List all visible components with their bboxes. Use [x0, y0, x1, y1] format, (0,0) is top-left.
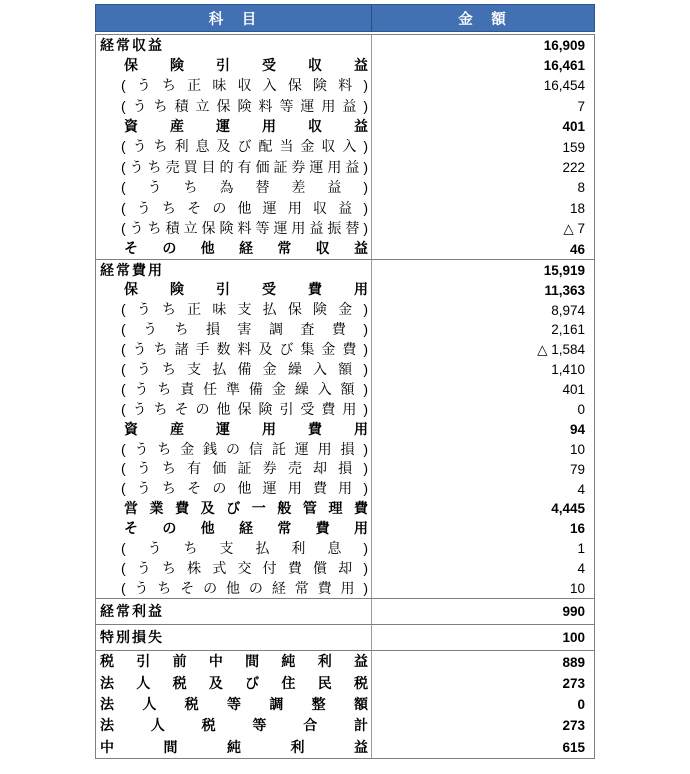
table-row	[96, 320, 594, 340]
amount-cell: 10	[569, 441, 585, 457]
item-cell	[96, 55, 372, 75]
column-header-item: 科 目	[96, 5, 372, 31]
table-row	[96, 599, 594, 624]
amount-cell: 4	[577, 481, 585, 497]
row-label: 経常費用	[100, 261, 164, 278]
amount-cell: 222	[562, 160, 585, 176]
table-row	[96, 439, 594, 459]
item-cell	[96, 260, 372, 280]
table-row	[96, 76, 594, 96]
table-row	[96, 219, 594, 239]
row-label: 資産運用費用	[124, 420, 368, 437]
table-row	[96, 300, 594, 320]
item-cell	[96, 96, 372, 116]
column-header-amount: 金 額	[458, 11, 508, 28]
item-cell	[96, 439, 372, 459]
row-label: (うち売買目的有価証券運用益)	[121, 158, 368, 175]
row-label: 税引前中間純利益	[100, 653, 368, 670]
item-cell	[96, 715, 372, 736]
amount-cell: 7	[577, 98, 585, 114]
amount-cell: 16	[569, 521, 585, 537]
table-row	[96, 55, 594, 75]
table-row	[96, 360, 594, 380]
row-label: 保険引受費用	[124, 281, 368, 298]
amount-cell: 100	[562, 630, 585, 646]
table-row	[96, 400, 594, 420]
row-label: (うち支払利息)	[121, 540, 368, 557]
row-label: (うち正味支払保険金)	[121, 301, 368, 318]
row-label: 法人税及び住民税	[100, 674, 368, 691]
amount-cell: 889	[562, 654, 585, 670]
item-cell	[96, 673, 372, 694]
row-label: (うちその他の経常費用)	[121, 579, 368, 596]
amount-cell: 0	[577, 697, 585, 713]
item-cell	[96, 76, 372, 96]
item-cell	[96, 694, 372, 715]
row-label: 営業費及び一般管理費	[124, 500, 368, 517]
item-cell	[96, 239, 372, 259]
item-cell	[96, 599, 372, 624]
amount-cell: 16,909	[543, 37, 585, 53]
row-label: その他経常費用	[124, 520, 368, 537]
income-statement-table	[95, 4, 595, 759]
row-label: (うちその他運用費用)	[121, 480, 368, 497]
item-cell	[96, 651, 372, 672]
table-row	[96, 479, 594, 499]
table-row	[96, 519, 594, 539]
row-label: (うち損害調査費)	[121, 321, 368, 338]
row-label: 法人税等調整額	[100, 695, 368, 712]
amount-cell: 0	[577, 401, 585, 417]
table-section-3	[96, 624, 594, 650]
amount-cell: 79	[569, 461, 585, 477]
table-row	[96, 715, 594, 736]
row-label: (うち責任準備金繰入額)	[121, 380, 368, 397]
item-cell	[96, 579, 372, 599]
item-cell	[96, 625, 372, 650]
item-cell	[96, 479, 372, 499]
item-cell	[96, 459, 372, 479]
row-label: (うち金銭の信託運用損)	[121, 440, 368, 457]
row-label: (うち諸手数料及び集金費)	[121, 341, 368, 358]
amount-cell: 4,445	[551, 501, 585, 517]
table-row	[96, 96, 594, 116]
table-row	[96, 673, 594, 694]
item-cell	[96, 559, 372, 579]
table-row	[96, 419, 594, 439]
row-label: (うちその他保険引受費用)	[121, 400, 368, 417]
amount-cell: 2,161	[551, 322, 585, 338]
row-label: (うち株式交付費償却)	[121, 559, 368, 576]
table-body	[95, 34, 595, 759]
item-cell	[96, 280, 372, 300]
row-label: 経常利益	[100, 603, 164, 620]
amount-cell: 8	[577, 180, 585, 196]
amount-cell: 401	[562, 119, 585, 135]
row-label: (うちその他運用収益)	[121, 199, 368, 216]
table-row	[96, 198, 594, 218]
row-label: (うち積立保険料等運用益)	[121, 97, 368, 114]
table-header-row	[95, 4, 595, 32]
row-label: (うち支払備金繰入額)	[121, 361, 368, 377]
item-cell	[96, 157, 372, 177]
row-label: 資産運用収益	[124, 118, 368, 135]
item-cell	[96, 35, 372, 55]
table-row	[96, 35, 594, 55]
amount-cell: 615	[562, 739, 585, 755]
row-label: 中間純利益	[100, 738, 368, 755]
amount-cell: 15,919	[543, 262, 585, 278]
item-cell	[96, 519, 372, 539]
amount-cell: 46	[569, 241, 585, 257]
item-cell	[96, 737, 372, 758]
item-cell	[96, 499, 372, 519]
table-row	[96, 117, 594, 137]
table-row	[96, 737, 594, 758]
row-label: (うち為替差益)	[121, 179, 368, 196]
amount-cell: △ 7	[563, 220, 585, 236]
amount-cell: 1,410	[551, 362, 585, 378]
item-cell	[96, 219, 372, 239]
table-row	[96, 380, 594, 400]
amount-cell: 273	[562, 718, 585, 734]
row-label: (うち正味収入保険料)	[121, 77, 368, 94]
row-label: 経常収益	[100, 36, 164, 53]
row-label: その他経常収益	[124, 240, 368, 257]
amount-cell: 8,974	[551, 302, 585, 318]
table-row	[96, 579, 594, 599]
item-cell	[96, 198, 372, 218]
table-row	[96, 260, 594, 280]
row-label: 保険引受収益	[124, 56, 368, 73]
item-cell	[96, 340, 372, 360]
table-row	[96, 178, 594, 198]
table-section-1	[96, 259, 594, 598]
item-cell	[96, 380, 372, 400]
table-section-2	[96, 598, 594, 624]
amount-cell: 94	[569, 421, 585, 437]
item-cell	[96, 117, 372, 137]
amount-cell: 10	[569, 580, 585, 596]
table-row	[96, 137, 594, 157]
table-row	[96, 239, 594, 259]
table-row	[96, 651, 594, 672]
table-section-4	[96, 650, 594, 757]
item-cell	[96, 539, 372, 559]
amount-cell: 159	[562, 139, 585, 155]
table-row	[96, 280, 594, 300]
table-row	[96, 340, 594, 360]
amount-cell: △ 1,584	[537, 341, 585, 357]
amount-cell: 273	[562, 675, 585, 691]
table-section-0	[96, 35, 594, 259]
table-row	[96, 499, 594, 519]
amount-cell: 16,454	[543, 78, 585, 94]
item-cell	[96, 178, 372, 198]
row-label: 特別損失	[100, 629, 164, 646]
row-label: (うち有価証券売却損)	[121, 460, 368, 477]
row-label: (うち利息及び配当金収入)	[121, 138, 368, 155]
amount-cell: 990	[562, 604, 585, 620]
table-row	[96, 539, 594, 559]
amount-cell: 401	[562, 382, 585, 398]
table-row	[96, 157, 594, 177]
table-row	[96, 625, 594, 650]
item-cell	[96, 320, 372, 340]
item-cell	[96, 360, 372, 380]
amount-cell: 18	[569, 200, 585, 216]
amount-cell: 11,363	[544, 282, 585, 298]
item-cell	[96, 419, 372, 439]
item-cell	[96, 137, 372, 157]
amount-cell: 4	[577, 561, 585, 577]
amount-cell: 16,461	[543, 58, 585, 74]
item-cell	[96, 300, 372, 320]
item-cell	[96, 400, 372, 420]
table-row	[96, 559, 594, 579]
row-label: 法人税等合計	[100, 717, 368, 734]
table-row	[96, 694, 594, 715]
row-label: (うち積立保険料等運用益振替)	[121, 220, 368, 237]
table-row	[96, 459, 594, 479]
amount-cell: 1	[577, 541, 585, 557]
